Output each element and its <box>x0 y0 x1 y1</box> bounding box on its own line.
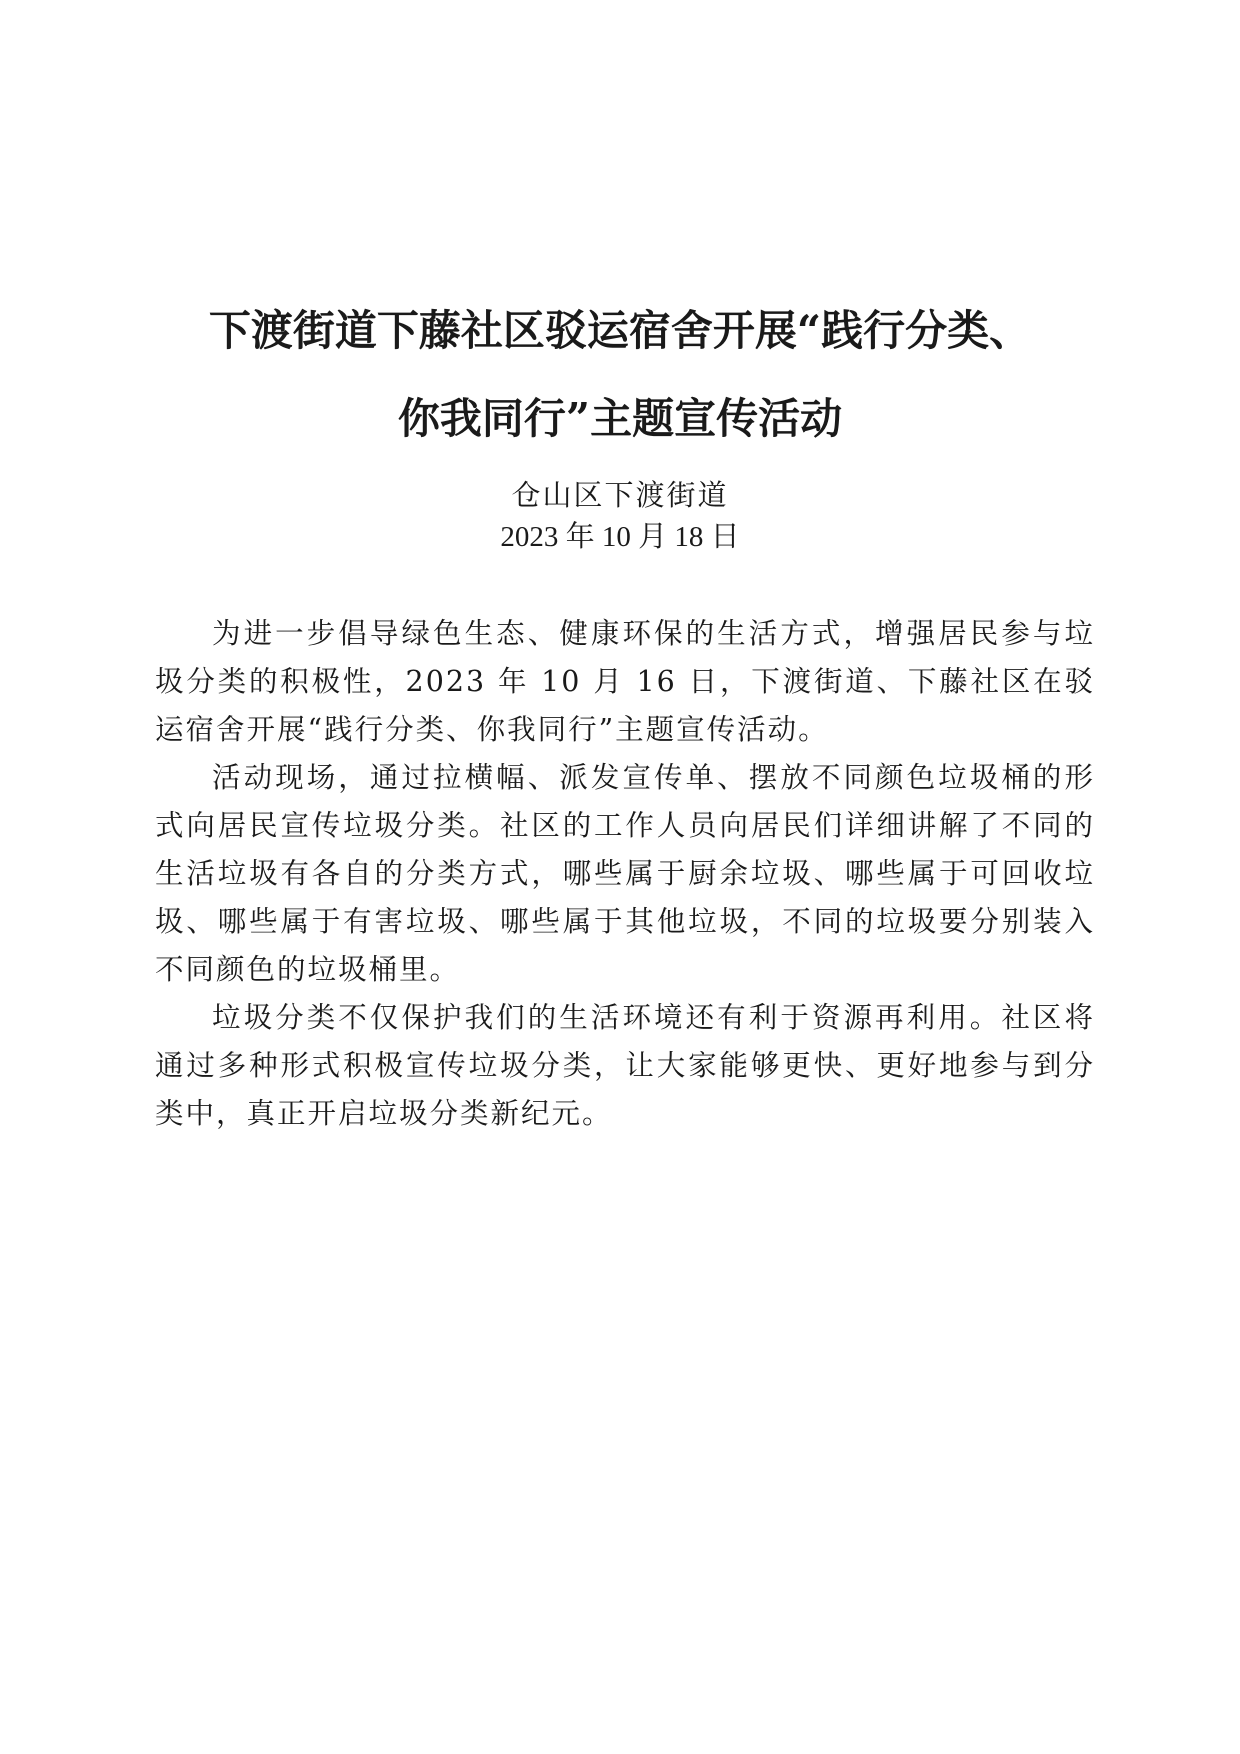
issue-date: 2023 年 10 月 18 日 <box>500 521 740 553</box>
document-title <box>150 300 1090 476</box>
issuing-organization: 仓山区下渡街道 <box>511 478 729 512</box>
document-body <box>155 610 1095 1138</box>
title-line-1: 下渡街道下藤社区驳运宿舍开展“践行分类、 <box>208 306 1032 355</box>
body-paragraph-1: 为进一步倡导绿色生态、健康环保的生活方式，增强居民参与垃圾分类的积极性，2023 年 10 月 16 日，下渡街道、下藤社区在驳运宿舍开展“践行分类、你我同行”主题宣传活动。 <box>155 617 1095 746</box>
title-line-2: 你我同行”主题宣传活动 <box>397 394 843 443</box>
body-paragraph-3: 垃圾分类不仅保护我们的生活环境还有利于资源再利用。社区将通过多种形式积极宣传垃圾分类，让大家能够更快、更好地参与到分类中，真正开启垃圾分类新纪元。 <box>155 1001 1095 1130</box>
body-paragraph-2: 活动现场，通过拉横幅、派发宣传单、摆放不同颜色垃圾桶的形式向居民宣传垃圾分类。社区的工作人员向居民们详细讲解了不同的生活垃圾有各自的分类方式，哪些属于厨余垃圾、哪些属于可回收垃圾、哪些属于有害垃圾、哪些属于其他垃圾，不同的垃圾要分别装入不同颜色的垃圾桶里。 <box>155 761 1095 986</box>
